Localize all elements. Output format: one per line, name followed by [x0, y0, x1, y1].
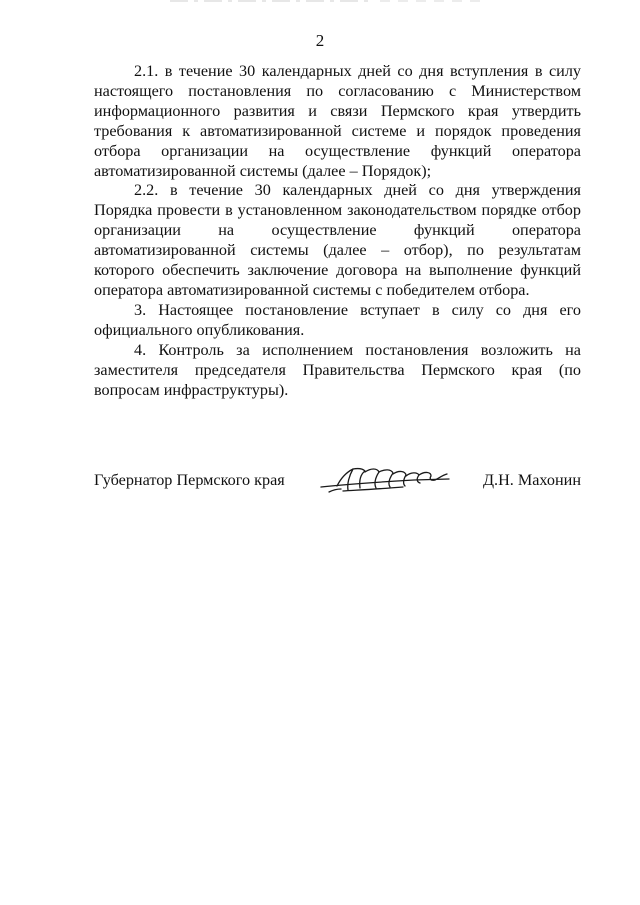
document-body	[94, 62, 581, 400]
signer-title: Губернатор Пермского края	[94, 471, 285, 489]
page-number: 2	[315, 31, 325, 50]
paragraph-3: 3. Настоящее постановление вступает в силу со дня его официального опубликования.	[94, 300, 581, 339]
signer-name: Д.Н. Махонин	[482, 471, 581, 489]
paragraph-4: 4. Контроль за исполнением постановления возложить на заместителя председателя Правительства Пермского края (по вопросам инфраструктуры).	[94, 340, 581, 399]
handwritten-signature	[319, 460, 459, 500]
scan-artifact	[170, 0, 480, 3]
paragraph-2-1: 2.1. в течение 30 календарных дней со дня вступления в силу настоящего постановления по согласованию с Министерством информационного развития и связи Пермского края утвердить требования к автоматизированной системе и порядок проведения отбора организации на осуществление функций оператора автоматизированной системы (далее – Порядок);	[94, 62, 581, 180]
signature-block	[94, 460, 581, 500]
paragraph-2-2: 2.2. в течение 30 календарных дней со дня утверждения Порядка провести в установленном законодательством порядке отбор организации на осуществление функций оператора автоматизированной системы (далее – отбор), по результатам которого обеспечить заключение договора на выполнение функций оператора автоматизированной системы с победителем отбора.	[94, 181, 581, 299]
